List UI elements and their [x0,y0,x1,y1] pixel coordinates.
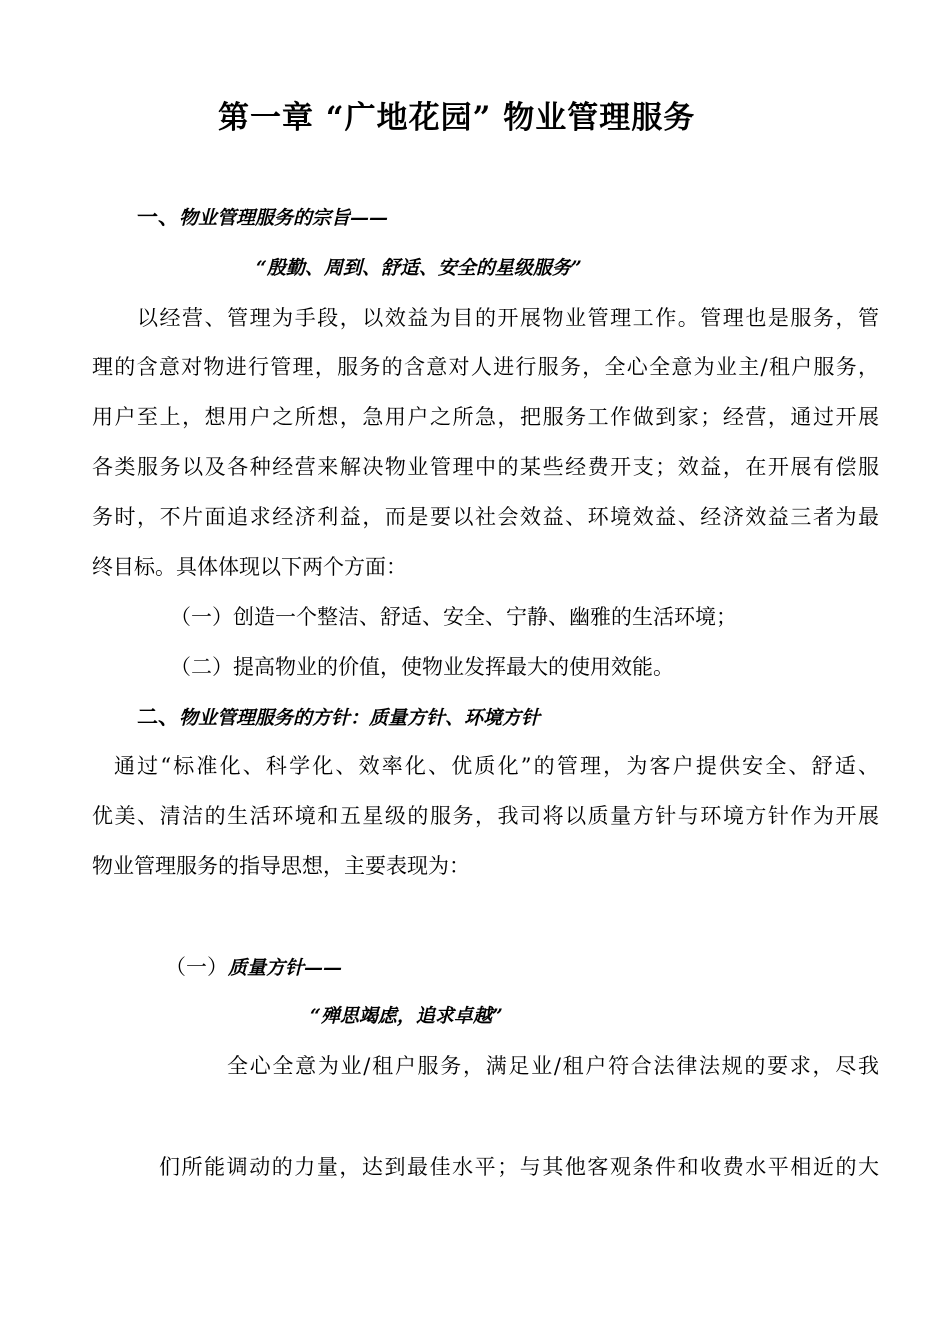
subsection-1-heading [165,953,342,982]
section-1-heading [137,203,388,232]
section-1-motto: “殷勤、周到、舒适、安全的星级服务” [256,257,582,279]
section-1-paragraph-line: 终目标。具体体现以下两个方面： [92,555,407,579]
section-2-number: 二、 [137,704,179,729]
subsection-1-paragraph-line: 们所能调动的力量，达到最佳水平；与其他客观条件和收费水平相近的大 [159,1155,879,1179]
section-1-paragraph-line: 用户至上，想用户之所想，急用户之所急，把服务工作做到家；经营，通过开展 [92,405,879,429]
section-2-paragraph-line: 物业管理服务的指导思想，主要表现为： [92,854,470,878]
section-1-paragraph-line: 理的含意对物进行管理，服务的含意对人进行服务，全心全意为业主/租户服务， [92,355,879,379]
subsection-1-number: （一） [165,955,228,979]
subsection-1-motto: “殚思竭虑，追求卓越” [310,1005,503,1027]
section-1-paragraph-line: 务时，不片面追求经济利益，而是要以社会效益、环境效益、经济效益三者为最 [92,505,879,529]
section-1-paragraph-line: 各类服务以及各种经营来解决物业管理中的某些经费开支；效益，在开展有偿服 [92,455,879,479]
section-2-heading [137,703,540,732]
section-1-number: 一、 [137,204,179,229]
section-2-paragraph-line: 通过“标准化、科学化、效率化、优质化”的管理，为客户提供安全、舒适、 [114,754,879,778]
section-2-title: 物业管理服务的方针：质量方针、环境方针 [179,707,541,729]
section-1-item: （一）创造一个整洁、舒适、安全、宁静、幽雅的生活环境； [170,605,737,629]
chapter-title: 第一章 “广地花园” 物业管理服务 [218,100,696,136]
section-2-paragraph-line: 优美、清洁的生活环境和五星级的服务，我司将以质量方针与环境方针作为开展 [92,804,879,828]
subsection-1-title: 质量方针—— [228,957,343,979]
subsection-1-paragraph-line: 全心全意为业/租户服务，满足业/租户符合法律法规的要求，尽我 [227,1054,879,1078]
section-1-title: 物业管理服务的宗旨—— [179,207,389,229]
section-1-paragraph-line: 以经营、管理为手段，以效益为目的开展物业管理工作。管理也是服务，管 [137,306,879,330]
section-1-item: （二）提高物业的价值，使物业发挥最大的使用效能。 [170,655,674,679]
